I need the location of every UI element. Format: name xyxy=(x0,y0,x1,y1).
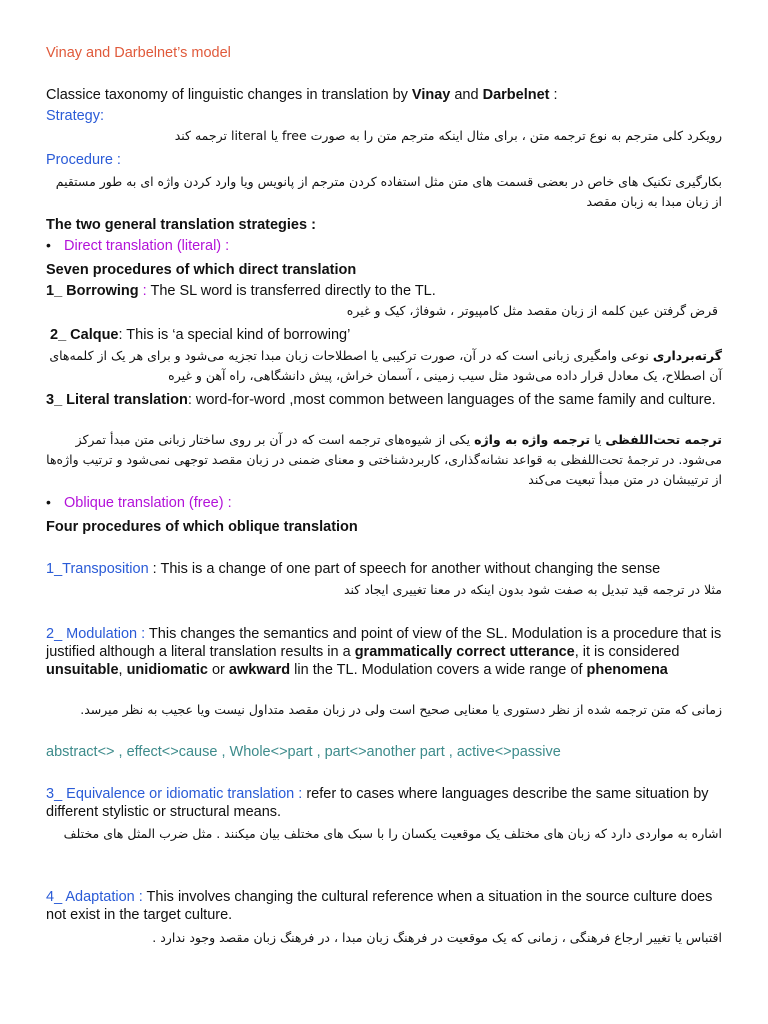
transposition-label: 1_Transposition xyxy=(46,561,149,577)
doc-title: Vinay and Darbelnet’s model xyxy=(46,45,231,61)
adaptation-para xyxy=(46,888,722,924)
literal-line xyxy=(46,391,722,409)
calque-fa xyxy=(46,346,722,386)
modulation-fa: زمانی که متن ترجمه شده از نظر دستوری یا معنایی صحیح است ولی در زبان مقصد متداول نیست ویا عجیب به نظر میرسد. xyxy=(80,702,722,717)
literal-fa xyxy=(46,430,722,490)
literal-fa-bold2: ترجمه واژه به واژه xyxy=(474,432,591,447)
strategy-fa: رویکرد کلی مترجم به نوع ترجمه متن ، برای مثال اینکه مترجم متن را به صورت free یا literal ترجمه کند xyxy=(174,128,722,143)
intro-line xyxy=(46,86,722,104)
borrowing-text: The SL word is transferred directly to the TL. xyxy=(146,283,436,299)
adaptation-text: This involves changing the cultural reference when a situation in the source culture does not exist in the target culture. xyxy=(46,889,713,923)
two-strategies-heading: The two general translation strategies : xyxy=(46,217,316,233)
borrowing-line xyxy=(46,282,722,300)
modulation-examples: abstract<> , effect<>cause , Whole<>part , part<>another part , active<>passive xyxy=(46,744,561,760)
equivalence-text: refer to cases where languages describe the same situation by different stylistic or structural means. xyxy=(46,786,709,820)
calque-text: : This is ‘a special kind of borrowing’ xyxy=(118,327,351,343)
intro-and: and xyxy=(450,87,483,103)
seven-procedures-heading: Seven procedures of which direct translation xyxy=(46,262,357,278)
intro-vinay: Vinay xyxy=(411,87,451,103)
modulation-b3: unidiomatic xyxy=(126,662,208,678)
calque-fa-bold: گرته‌برداری xyxy=(652,348,722,363)
bullet-dot: • xyxy=(46,494,51,510)
oblique-translation-label: Oblique translation (free) : xyxy=(64,495,232,511)
modulation-b1: grammatically correct utterance xyxy=(354,644,575,660)
equivalence-label: 3_ Equivalence or idiomatic translation : xyxy=(46,786,303,802)
literal-fa-text: یکی از شیوه‌های ترجمه است که در آن بر روی ساختار زبانی متن مبدأ تمرکز می‌شود. در ترجمهٔ تحت‌اللفظی به قواعد نشانه‌گذاری، کاربردشناختی و معنای ضمنی در زبان مقصد توجهی نمی‌شود و ترتیب واژه‌ها از ترتیبشان در متن مبدأ تبعیت می‌کند xyxy=(46,432,722,487)
procedure-label: Procedure : xyxy=(46,152,121,168)
modulation-t5: lin the TL. Modulation covers a wide range of xyxy=(290,662,587,678)
modulation-t4: or xyxy=(207,662,229,678)
transposition-text: : This is a change of one part of speech for another without changing the sense xyxy=(148,561,661,577)
modulation-t3: , xyxy=(118,662,127,678)
literal-text: : word-for-word ,most common between languages of the same family and culture. xyxy=(187,392,716,408)
borrowing-label: 1_ Borrowing xyxy=(46,283,139,299)
intro-darbelnet: Darbelnet xyxy=(482,87,550,103)
modulation-b2: unsuitable xyxy=(46,662,119,678)
modulation-label: 2_ Modulation : xyxy=(46,626,146,642)
modulation-para xyxy=(46,625,722,679)
intro-text: Classice taxonomy of linguistic changes in translation by xyxy=(46,87,412,103)
literal-label: 3_ Literal translation xyxy=(46,392,188,408)
calque-fa-text: نوعی وامگیری زبانی است که در آن، صورت ترکیبی یا اصطلاحات زبان مبدا تجزیه می‌شود و برای هر یک از کلمه‌های آن اصطلاح، یک معادل قرار داده می‌شود مثل سیب زمینی ، آسمان خراش، پیش دانشگاهی، راه آهن و غیره xyxy=(49,348,722,383)
bullet-dot: • xyxy=(46,237,51,253)
intro-colon: : xyxy=(549,87,558,103)
calque-line xyxy=(50,326,722,344)
equivalence-fa: اشاره به مواردی دارد که زبان های مختلف یک موقعیت یکسان را با سبک های مختلف بیان میکنند . مثل ضرب المثل های مختلف xyxy=(63,826,722,841)
direct-translation-label: Direct translation (literal) : xyxy=(64,238,230,254)
adaptation-label: 4_ Adaptation : xyxy=(46,889,143,905)
literal-fa-bold1: ترجمه تحت‌اللفظی xyxy=(605,432,722,447)
procedure-fa: بکارگیری تکنیک های خاص در بعضی قسمت های متن مثل استفاده کردن مترجم از پانویس ویا وارد کردن واژه ای به طور مستقیم از زبان مبدا به زبان مقصد xyxy=(55,174,722,209)
equivalence-para xyxy=(46,785,722,821)
borrowing-colon: : xyxy=(138,283,147,299)
calque-label: 2_ Calque xyxy=(50,327,119,343)
strategy-label: Strategy: xyxy=(46,108,105,124)
transposition-fa: مثلا در ترجمه قید تبدیل به صفت شود بدون اینکه در معنا تغییری ایجاد کند xyxy=(343,582,722,597)
borrowing-fa: قرض گرفتن عین کلمه از زبان مقصد مثل کامپیوتر ، شوفاژ، کیک و غیره xyxy=(346,303,718,318)
adaptation-fa: اقتباس یا تغییر ارجاع فرهنگی ، زمانی که یک موقعیت در فرهنگ زبان مبدا ، در فرهنگ زبان مقصد وجود ندارد . xyxy=(152,930,722,945)
literal-fa-mid: یا xyxy=(590,432,606,447)
modulation-t1: This changes the semantics and point of view of the SL. Modulation is a procedure that is justified although a literal translation results in a xyxy=(46,626,722,660)
four-procedures-heading: Four procedures of which oblique translation xyxy=(46,519,358,535)
modulation-t2: , it is considered xyxy=(574,644,680,660)
modulation-b5: phenomena xyxy=(586,662,668,678)
modulation-b4: awkward xyxy=(228,662,291,678)
transposition-line xyxy=(46,560,722,578)
